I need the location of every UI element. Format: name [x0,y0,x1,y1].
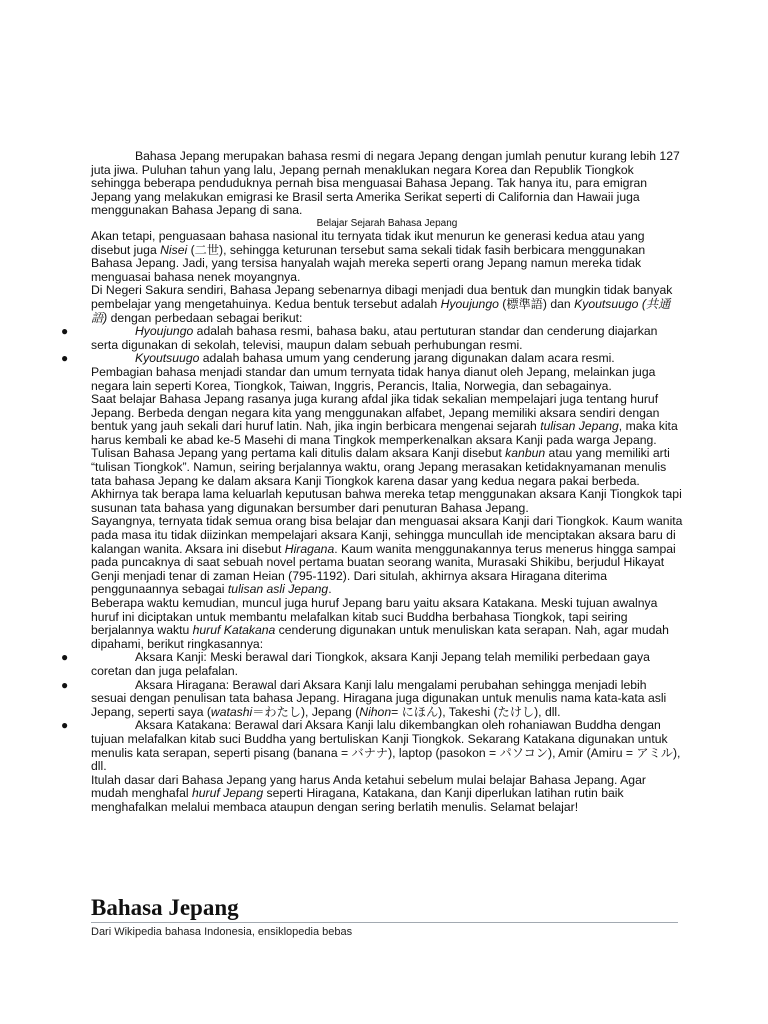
list-item-katakana: ● Aksara Katakana: Berawal dari Aksara Kanji lalu dikembangkan oleh rohaniawan Buddha dengan tujuan melafalkan kitab suci Buddha yang bertuliskan Kanji Tiongkok. Sekarang Katakana digunakan untuk menulis kata serapan, seperti pisang (banana = バナナ), laptop (pasokon = パソコン), Amir (Amiru = アミル), dll. [61,718,681,774]
paragraph-standard-common: Pembagian bahasa menjadi standar dan umum ternyata tidak hanya dianut oleh Jepang, melainkan juga negara lain seperti Korea, Tiongkok, Taiwan, Inggris, Perancis, Italia, Norwegia, dan sebagainya. [91,364,656,393]
list-item-kyoutsuugo: ● Kyoutsuugo adalah bahasa umum yang cenderung jarang digunakan dalam acara resmi. [61,351,615,366]
bullet-icon: ● [61,718,69,733]
paragraph-nisei: Akan tetapi, penguasaan bahasa nasional itu ternyata tidak ikut menurun ke generasi kedua atau yang disebut juga Nisei (二世), sehingga keturunan tersebut sama sekali tidak fasih berbicara menggunakan Bahasa Jepang. Jadi, yang tersisa hanyalah wajah mereka seperti orang Jepang namun mereka tidak menguasai bahasa nenek moyangnya. [91,228,646,284]
title-divider [91,922,678,923]
paragraph-closing: Itulah dasar dari Bahasa Jepang yang harus Anda ketahui sebelum mulai belajar Bahasa Jepang. Agar mudah menghafal huruf Jepang seperti Hiragana, Katakana, dan Kanji diperlukan latihan rutin baik menghafalkan melalui membaca ataupun dengan sering berlatih menulis. Selamat belajar! [91,772,646,814]
paragraph-japanese-script: Saat belajar Bahasa Jepang rasanya juga kurang afdal jika tidak sekalian mempelajari juga tentang huruf Jepang. Berbeda dengan negara kita yang menggunakan alfabet, Jepang memiliki aksara sendiri dengan bentuk yang jauh sekali dari huruf latin. Nah, jika ingin berbicara mengenai sejarah tulisan Jepang, maka kita harus kembali ke abad ke-5 Masehi di mana Tingkok memperkenalkan aksara Kanji pada warga Jepang. [91,392,678,447]
image-caption: Belajar Sejarah Bahasa Jepang [316,217,458,229]
page-subtitle: Dari Wikipedia bahasa Indonesia, ensiklopedia bebas [91,926,353,938]
page-title: Bahasa Jepang [91,895,239,920]
paragraph-katakana: Beberapa waktu kemudian, muncul juga huruf Jepang baru yaitu aksara Katakana. Meski tujuan awalnya huruf ini diciptakan untuk membantu melafalkan kitab suci Buddha berbahasa Tiongkok, tapi seiring berjalannya waktu huruf Katakana cenderung digunakan untuk menuliskan kata serapan. Nah, agar mudah dipahami, berikut ringkasannya: [91,596,669,651]
list-item-hyoujungo: ● Hyoujungo adalah bahasa resmi, bahasa baku, atau pertuturan standar dan cenderung diajarkan serta digunakan di sekolah, televisi, maupun dalam sebuah perhubungan resmi. [61,324,658,352]
paragraph-kanbun: Tulisan Bahasa Jepang yang pertama kali ditulis dalam aksara Kanji disebut kanbun atau yang memiliki arti “tulisan Tiongkok”. Namun, seiring berjalannya waktu, orang Jepang merasakan ketidaknyamanan menulis tata bahasa Jepang ke dalam aksara Kanji Tiongkok karena dasar yang kedua negara pakai berbeda. Akhirnya tak berapa lama keluarlah keputusan bahwa mereka tetap menggunakan aksara Kanji Tiongkok tapi susunan tata bahasa yang digunakan bersumber dari penuturan Bahasa Jepang. [91,446,682,515]
bullet-icon: ● [61,351,69,366]
list-item-hiragana: ● Aksara Hiragana: Berawal dari Aksara Kanji lalu mengalami perubahan sehingga menjadi lebih sesuai dengan penulisan tata bahasa Jepang. Hiragana juga digunakan untuk menulis nama kata-kata asli Jepang, seperti saya (watashi＝わたし), Jepang (Nihon= にほん), Takeshi (たけし), dll. [61,677,667,719]
list-item-kanji: ● Aksara Kanji: Meski berawal dari Tiongkok, aksara Kanji Jepang telah memiliki perbedaan gaya coretan dan juga pelafalan. [61,650,650,678]
wiki-header [91,894,678,939]
paragraph-two-forms: Di Negeri Sakura sendiri, Bahasa Jepang sebenarnya dibagi menjadi dua bentuk dan mungkin tidak banyak pembelajar yang mengetahuinya. Kedua bentuk tersebut adalah Hyoujungo (標準語) dan Kyoutsuugo (共通語) dengan perbedaan sebagai berikut: [91,283,673,325]
bullet-icon: ● [61,324,69,339]
bullet-icon: ● [61,650,69,665]
paragraph-intro: Bahasa Jepang merupakan bahasa resmi di negara Jepang dengan jumlah penutur kurang lebih 127 juta jiwa. Puluhan tahun yang lalu, Jepang pernah menaklukan negara Korea dan Republik Tiongkok sehingga beberapa penduduknya pernah bisa menguasai Bahasa Jepang. Tak hanya itu, para emigran Jepang yang melakukan emigrasi ke Brasil serta Amerika Serikat seperti di California dan Hawaii juga menggunakan Bahasa Jepang di sana. [91,149,680,218]
article-body [61,149,683,815]
paragraph-hiragana: Sayangnya, ternyata tidak semua orang bisa belajar dan menguasai aksara Kanji dari Tiongkok. Kaum wanita pada masa itu tidak diizinkan mempelajari aksara Kanji, sehingga muncullah ide menciptakan aksara baru di kalangan wanita. Aksara ini disebut Hiragana. Kaum wanita menggunakannya terus menerus hingga sampai pada puncaknya di saat sebuah novel pertama buatan seorang wanita, Murasaki Shikibu, berjudul Hikayat Genji menjadi tenar di zaman Heian (795-1192). Dari situlah, akhirnya aksara Hiragana diterima penggunaannya sebagai tulisan asli Jepang. [91,514,683,597]
bullet-icon: ● [61,677,69,692]
